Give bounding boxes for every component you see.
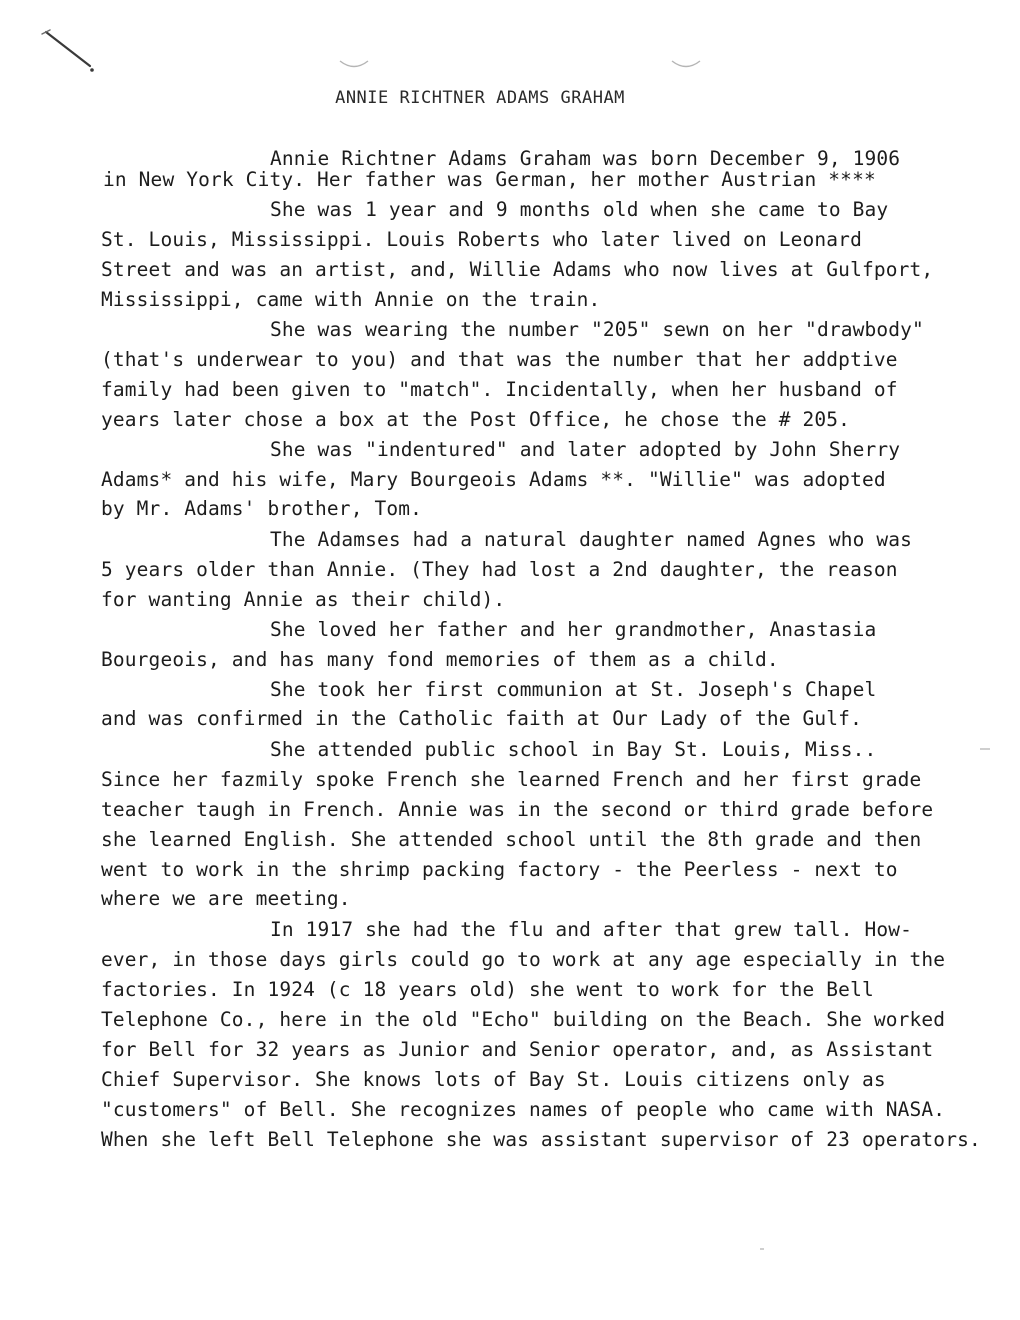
text-line: "customers" of Bell. She recognizes names of people who came with NASA. [101,1098,946,1121]
text-line: In 1917 she had the flu and after that grew tall. How- [270,918,913,941]
document-title: ANNIE RICHTNER ADAMS GRAHAM [335,88,625,108]
text-line: Telephone Co., here in the old "Echo" building on the Beach. She worked [101,1008,946,1031]
text-line: factories. In 1924 (c 18 years old) she went to work for the Bell [101,978,874,1001]
text-line: Annie Richtner Adams Graham was born December 9, 1906 [270,147,901,170]
text-line: for wanting Annie as their child). [101,588,506,611]
punch-hole-mark-icon [338,58,370,70]
punch-hole-mark-icon [670,58,702,70]
text-line: When she left Bell Telephone she was assistant supervisor of 23 operators. [101,1128,981,1151]
text-line: she learned English. She attended school until the 8th grade and then [101,828,922,851]
text-line: teacher taugh in French. Annie was in the second or third grade before [101,798,934,821]
text-line: Mississippi, came with Annie on the train. [101,288,601,311]
text-line: She took her first communion at St. Joseph's Chapel [270,678,877,701]
text-line: She was "indentured" and later adopted by John Sherry [270,438,901,461]
text-line: Adams* and his wife, Mary Bourgeois Adams **. "Willie" was adopted [101,468,886,491]
text-line: She was 1 year and 9 months old when she came to Bay [270,198,889,221]
text-line: She loved her father and her grandmother, Anastasia [270,618,877,641]
text-line: Street and was an artist, and, Willie Adams who now lives at Gulfport, [101,258,934,281]
text-line: ever, in those days girls could go to work at any age especially in the [101,948,946,971]
text-line: She attended public school in Bay St. Louis, Miss.. [270,738,877,761]
text-line: went to work in the shrimp packing factory - the Peerless - next to [101,858,898,881]
text-line: family had been given to "match". Incidentally, when her husband of [101,378,898,401]
text-line: and was confirmed in the Catholic faith at Our Lady of the Gulf. [101,707,862,730]
staple-mark-icon [32,26,98,76]
text-line: Chief Supervisor. She knows lots of Bay St. Louis citizens only as [101,1068,886,1091]
text-line: Bourgeois, and has many fond memories of them as a child. [101,648,779,671]
text-line: where we are meeting. [101,887,351,910]
text-line: St. Louis, Mississippi. Louis Roberts who later lived on Leonard [101,228,862,251]
text-line: (that's underwear to you) and that was the number that her addptive [101,348,898,371]
text-line: She was wearing the number "205" sewn on her "drawbody" [270,318,924,341]
text-line: The Adamses had a natural daughter named Agnes who was [270,528,913,551]
text-line: 5 years older than Annie. (They had lost a 2nd daughter, the reason [101,558,898,581]
paper-speck [760,1248,764,1250]
text-line: Since her fazmily spoke French she learned French and her first grade [101,768,922,791]
text-line: years later chose a box at the Post Office, he chose the # 205. [101,408,851,431]
text-line: by Mr. Adams' brother, Tom. [101,497,423,520]
text-line: for Bell for 32 years as Junior and Senior operator, and, as Assistant [101,1038,934,1061]
paper-speck [980,748,990,750]
text-line: in New York City. Her father was German, her mother Austrian **** [103,168,876,191]
